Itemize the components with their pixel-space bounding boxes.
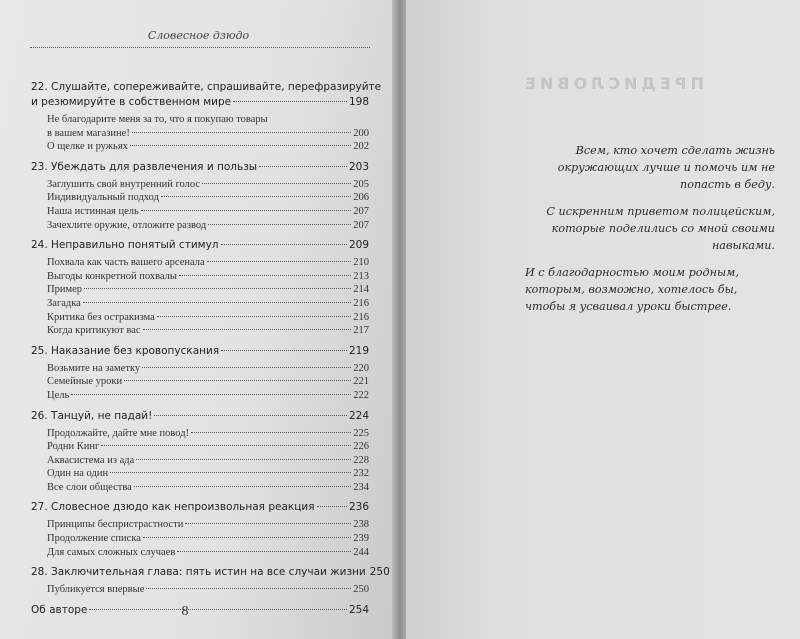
toc-subsections [47, 178, 369, 232]
dedication-line-1: Всем, кто хочет сделать жизнь окружающих лучше и помочь им не попасть в беду. [557, 144, 775, 191]
dot-leader [208, 224, 351, 225]
toc-subsection [47, 205, 369, 219]
toc-chapter [31, 238, 369, 338]
toc-chapter-page: 219 [348, 344, 369, 357]
toc-subsection [47, 297, 369, 311]
toc-subsection-title-cont: в вашем магазине! [47, 127, 130, 139]
dedication [525, 142, 775, 325]
left-page [0, 0, 397, 639]
toc-subsection [47, 375, 369, 389]
dot-leader [71, 394, 351, 395]
toc-subsection-row [47, 205, 369, 219]
dot-leader [177, 551, 351, 552]
dot-leader [134, 486, 351, 487]
dot-leader [317, 506, 347, 507]
toc-subsection-row [47, 270, 369, 284]
toc-subsection [47, 518, 369, 532]
dot-leader [202, 183, 351, 184]
toc-subsection-row [47, 375, 369, 389]
toc-chapter [31, 80, 382, 154]
toc-subsection-row [47, 440, 369, 454]
dot-leader [207, 261, 352, 262]
toc-subsection-page: 222 [353, 389, 369, 401]
toc-subsection-title: Аквасистема из ада [47, 454, 135, 466]
toc-chapter [31, 565, 390, 597]
toc-subsection-title: Когда критикуют вас [47, 325, 141, 337]
toc-subsection [47, 191, 369, 205]
dot-leader [221, 244, 347, 245]
toc-subsection-page: 207 [353, 205, 369, 217]
toc-chapter-page: 236 [348, 501, 369, 514]
toc-subsection-row [47, 427, 369, 441]
toc-subsection-row [47, 389, 369, 403]
toc-subsection [47, 454, 369, 468]
toc-subsection [47, 583, 369, 597]
dedication-line-2: С искренним приветом полицейским, которые поделились со мной своими навыками. [546, 205, 775, 252]
toc-subsection-row [47, 283, 369, 297]
toc-subsection-page: 200 [353, 127, 369, 139]
dot-leader [141, 210, 351, 211]
toc-subsection-row [47, 311, 369, 325]
toc-subsection-page: 206 [353, 192, 369, 204]
toc-subsections [47, 256, 369, 338]
toc-subsection [47, 270, 369, 284]
dot-leader [157, 316, 351, 317]
toc-subsections [47, 113, 369, 154]
toc-subsection [47, 389, 369, 403]
toc-subsection-row [47, 454, 369, 468]
toc-subsection-title: Критика без остракизма [47, 311, 155, 323]
toc-subsection [47, 113, 369, 140]
toc-subsection [47, 178, 369, 192]
toc-subsection-row [47, 140, 369, 154]
toc-chapter [31, 344, 369, 403]
dot-leader [179, 275, 351, 276]
toc-subsection-title: Цель [47, 389, 70, 401]
dot-leader [154, 415, 347, 416]
toc-subsection-title: Загадка [47, 297, 81, 309]
dot-leader [136, 459, 351, 460]
toc-subsection [47, 467, 369, 481]
toc-subsection-page: 225 [353, 427, 369, 439]
toc-subsection-row [47, 518, 369, 532]
toc-chapter [31, 409, 369, 495]
toc-chapter-title-cont: и резюмируйте в собственном мире [31, 96, 232, 108]
toc-subsection-page: 221 [353, 376, 369, 388]
dot-leader [146, 588, 351, 589]
dot-leader [101, 445, 351, 446]
toc-subsection-title: Не благодарите меня за то, что я покупаю товары [47, 114, 268, 125]
toc-subsection-page: 214 [353, 284, 369, 296]
toc-subsection-page: 217 [353, 325, 369, 337]
toc-subsection-row [47, 583, 369, 597]
dedication-line-3: И с благодарностью моим родным, которым, возможно, хотелось бы, чтобы я усваивал уроки быстрее. [525, 266, 739, 313]
toc-subsection-page: 216 [353, 311, 369, 323]
running-head: Словесное дзюдо [147, 29, 250, 42]
toc-subsection-title: Один на один [47, 468, 109, 480]
toc-subsection-page: 239 [353, 533, 369, 545]
toc-subsection [47, 256, 369, 270]
toc-subsection [47, 324, 369, 338]
toc-subsection-title: Семейные уроки [47, 376, 123, 388]
toc-chapter-row [31, 160, 369, 175]
toc-subsection-row [47, 481, 369, 495]
toc-chapter-row [31, 344, 369, 359]
toc-subsection-page: 216 [353, 297, 369, 309]
dot-leader [143, 537, 351, 538]
toc-subsections [47, 583, 369, 597]
header-rule [30, 47, 370, 48]
dot-leader [84, 288, 351, 289]
toc-subsection-row [47, 546, 369, 560]
dot-leader [259, 166, 347, 167]
toc-subsection-row [47, 219, 369, 233]
toc-subsection-title: Все слои общества [47, 481, 132, 493]
toc-subsection-title: Похвала как часть вашего арсенала [47, 257, 205, 269]
toc-subsection-row [47, 127, 369, 141]
toc-subsection [47, 219, 369, 233]
toc-chapter-page: 203 [348, 160, 369, 173]
toc-subsection-title: Выгоды конкретной похвалы [47, 270, 177, 282]
toc-subsection-title: Родни Кинг [47, 441, 100, 453]
dot-leader [124, 380, 351, 381]
toc-subsection-row [47, 178, 369, 192]
toc-subsection-title: Заглушить свой внутренний голос [47, 178, 201, 190]
toc-subsection [47, 311, 369, 325]
page-number: 8 [181, 604, 189, 619]
toc-subsections [47, 427, 369, 495]
toc-chapter-title: 24. Неправильно понятый стимул [31, 239, 219, 252]
toc-subsection-title: Наша истинная цель [47, 205, 139, 217]
toc-subsection-title: Принципы беспристрастности [47, 519, 184, 531]
toc-subsection-title: Индивидуальный подход [47, 192, 159, 204]
toc-subsection-page: 232 [353, 468, 369, 480]
toc-subsection-title: О щелке и ружьях [47, 141, 128, 153]
toc-subsection-row [47, 362, 369, 376]
toc-subsection-title: Возьмите на заметку [47, 362, 141, 374]
dot-leader [130, 145, 351, 146]
dot-leader [233, 101, 347, 102]
toc-subsection [47, 532, 369, 546]
toc-chapter-page: 224 [348, 409, 369, 422]
toc-subsection-page: 202 [353, 141, 369, 153]
toc-subsection [47, 546, 369, 560]
toc-subsection-page: 250 [353, 584, 369, 596]
toc-subsection-page: 207 [353, 219, 369, 231]
toc-chapter-page: 250 [369, 566, 390, 579]
dot-leader [132, 132, 351, 133]
toc-chapter-page: 254 [348, 603, 369, 616]
toc-chapter-title: 23. Убеждать для развлечения и пользы [31, 160, 258, 173]
toc-subsection-title: Для самых сложных случаев [47, 546, 176, 558]
show-through-title: ПРЕДИСЛОВИЕ [521, 74, 704, 93]
dot-leader [142, 367, 351, 368]
toc-subsection [47, 440, 369, 454]
toc-subsection-page: 226 [353, 441, 369, 453]
toc-chapter-title: 26. Танцуй, не падай! [31, 409, 153, 422]
toc-subsection-page: 220 [353, 362, 369, 374]
toc-subsection-row [47, 532, 369, 546]
toc-chapter [31, 160, 369, 232]
table-of-contents [31, 80, 390, 618]
toc-subsection-page: 205 [353, 178, 369, 190]
toc-subsection-title: Зачехлите оружие, отложите развод [47, 219, 207, 231]
toc-subsection [47, 140, 369, 154]
toc-chapter-row [31, 500, 369, 515]
toc-chapter-page: 198 [348, 96, 369, 108]
dot-leader [191, 432, 351, 433]
dot-leader [110, 472, 351, 473]
toc-subsection-row [47, 467, 369, 481]
toc-chapter-row [31, 238, 369, 253]
toc-subsection-row [47, 324, 369, 338]
dot-leader [185, 523, 351, 524]
toc-chapter-title: Об авторе [31, 603, 88, 616]
dot-leader [143, 329, 352, 330]
toc-chapter [31, 500, 369, 559]
toc-subsection-page: 234 [353, 481, 369, 493]
toc-subsection [47, 427, 369, 441]
toc-chapter-title: 25. Наказание без кровопускания [31, 344, 220, 357]
toc-subsections [47, 362, 369, 403]
toc-subsection-page: 238 [353, 519, 369, 531]
toc-chapter-title: 22. Слушайте, сопереживайте, спрашивайте, перефразируйте [31, 81, 382, 93]
toc-subsections [47, 518, 369, 559]
toc-chapter-row [31, 95, 369, 110]
toc-subsection-title: Публикуется впервые [47, 584, 145, 596]
toc-subsection-row [47, 297, 369, 311]
toc-subsection-title: Продолжение списка [47, 533, 141, 545]
toc-subsection-page: 244 [353, 546, 369, 558]
dot-leader [221, 350, 347, 351]
toc-subsection-title: Продолжайте, дайте мне повод! [47, 427, 190, 439]
toc-subsection-title: Пример [47, 284, 83, 296]
toc-subsection-page: 213 [353, 270, 369, 282]
toc-subsection-row [47, 191, 369, 205]
toc-chapter-title: 28. Заключительная глава: пять истин на все случаи жизни [31, 566, 366, 579]
dot-leader [161, 196, 351, 197]
toc-chapter-row [31, 565, 390, 580]
toc-subsection-page: 210 [353, 257, 369, 269]
toc-subsection [47, 283, 369, 297]
toc-subsection-page: 228 [353, 454, 369, 466]
dot-leader [83, 302, 351, 303]
toc-subsection-row [47, 256, 369, 270]
toc-chapter-title: 27. Словесное дзюдо как непроизвольная реакция [31, 501, 315, 514]
toc-chapter-row [31, 409, 369, 424]
toc-chapter-page: 209 [348, 239, 369, 252]
toc-subsection [47, 362, 369, 376]
toc-subsection [47, 481, 369, 495]
